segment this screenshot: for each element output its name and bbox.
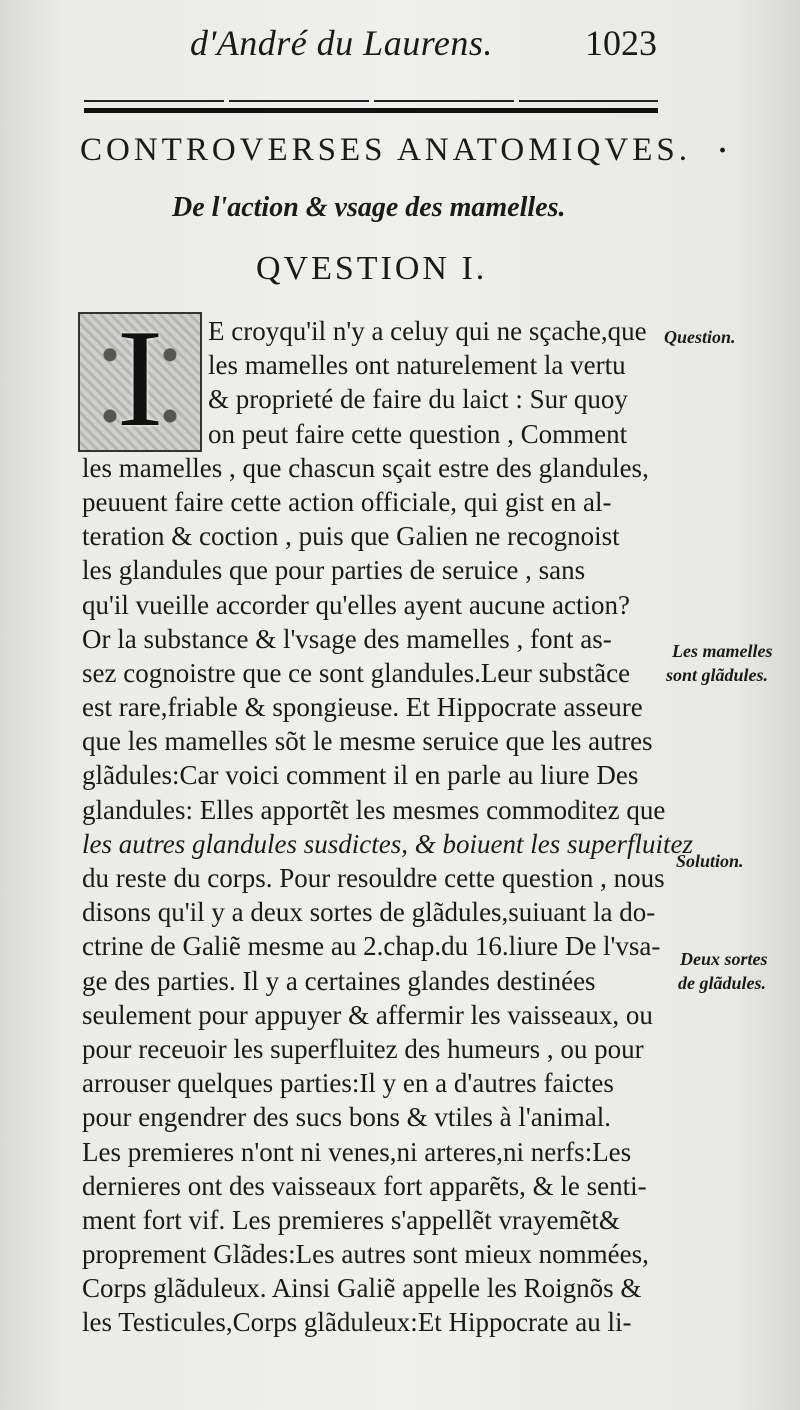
text-line: disons qu'il y a deux sortes de glãdules,suiuant la do- bbox=[82, 897, 656, 928]
text-line: pour engendrer des sucs bons & vtiles à l'animal. bbox=[82, 1102, 611, 1133]
section-title: CONTROVERSES ANATOMIQVES. bbox=[80, 132, 691, 168]
text-line: qu'il vueille accorder qu'elles ayent aucune action? bbox=[82, 589, 630, 620]
text-line: & proprieté de faire du laict : Sur quoy bbox=[208, 384, 628, 415]
body-text bbox=[82, 314, 693, 1340]
decorative-dot: · bbox=[718, 136, 728, 166]
text-line: est rare,friable & spongieuse. Et Hippocrate asseure bbox=[82, 692, 643, 723]
page-number: 1023 bbox=[585, 23, 657, 63]
margin-note-deux-2: de glãdules. bbox=[678, 973, 766, 993]
drop-cap-letter: I bbox=[116, 301, 164, 456]
text-line: glandules: Elles apportẽt les mesmes commoditez que bbox=[82, 794, 666, 825]
text-line: proprement Glãdes:Les autres sont mieux nommées, bbox=[82, 1239, 649, 1270]
margin-note-mamelles-2: sont glãdules. bbox=[666, 665, 769, 685]
margin-note-question: Question. bbox=[664, 327, 736, 347]
text-line: du reste du corps. Pour resouldre cette question , nous bbox=[82, 863, 665, 893]
text-line: pour receuoir les superfluitez des humeurs , ou pour bbox=[82, 1033, 644, 1064]
text-line: Les premieres n'ont ni venes,ni arteres,ni nerfs:Les bbox=[82, 1136, 632, 1167]
text-line: ment fort vif. Les premieres s'appellẽt vrayemẽt& bbox=[82, 1204, 620, 1235]
text-line-italic: les autres glandules susdictes, & boiuent les superfluitez bbox=[82, 828, 693, 859]
text-line: les Testicules,Corps glãduleux:Et Hippocrate au li- bbox=[82, 1307, 632, 1338]
text-line: que les mamelles sõt le mesme seruice que les autres bbox=[82, 726, 653, 757]
text-line: arrouser quelques parties:Il y en a d'autres faictes bbox=[82, 1068, 614, 1099]
text-line: E croyqu'il n'y a celuy qui ne sçache,que bbox=[208, 316, 647, 346]
margin-note-solution: Solution. bbox=[676, 851, 744, 871]
text-line: les mamelles , que chascun sçait estre des glandules, bbox=[82, 452, 649, 483]
text-line: seulement pour appuyer & affermir les vaisseaux, ou bbox=[82, 999, 653, 1030]
header-rule-dashed bbox=[84, 100, 658, 102]
text-line: ctrine de Galiẽ mesme au 2.chap.du 16.liure De l'vsa- bbox=[82, 931, 661, 962]
text-line: teration & coction , puis que Galien ne recognoist bbox=[82, 521, 620, 552]
text-line: ge des parties. Il y a certaines glandes destinées bbox=[82, 965, 596, 996]
text-line: dernieres ont des vaisseaux fort apparẽts, & le senti- bbox=[82, 1170, 647, 1201]
text-line: les glandules que pour parties de seruice , sans bbox=[82, 555, 586, 586]
header-rule bbox=[84, 108, 658, 113]
text-line: glãdules:Car voici comment il en parle au liure Des bbox=[82, 760, 639, 791]
text-line: on peut faire cette question , Comment bbox=[208, 418, 628, 449]
chapter-subtitle: De l'action & vsage des mamelles. bbox=[172, 192, 566, 223]
text-line: peuuent faire cette action officiale, qui gist en al- bbox=[82, 486, 612, 517]
text-line: les mamelles ont naturelement la vertu bbox=[208, 350, 626, 381]
margin-note-mamelles-1: Les mamelles bbox=[672, 641, 773, 661]
text-line: Or la substance & l'vsage des mamelles , font as- bbox=[82, 623, 612, 654]
running-head: d'André du Laurens. bbox=[190, 23, 493, 63]
text-line: Corps glãduleux. Ainsi Galiẽ appelle les Roignõs & bbox=[82, 1273, 642, 1304]
margin-note-deux-1: Deux sortes bbox=[680, 949, 768, 969]
question-heading: QVESTION I. bbox=[256, 250, 488, 287]
text-line: sez cognoistre que ce sont glandules.Leur substãce bbox=[82, 657, 631, 688]
